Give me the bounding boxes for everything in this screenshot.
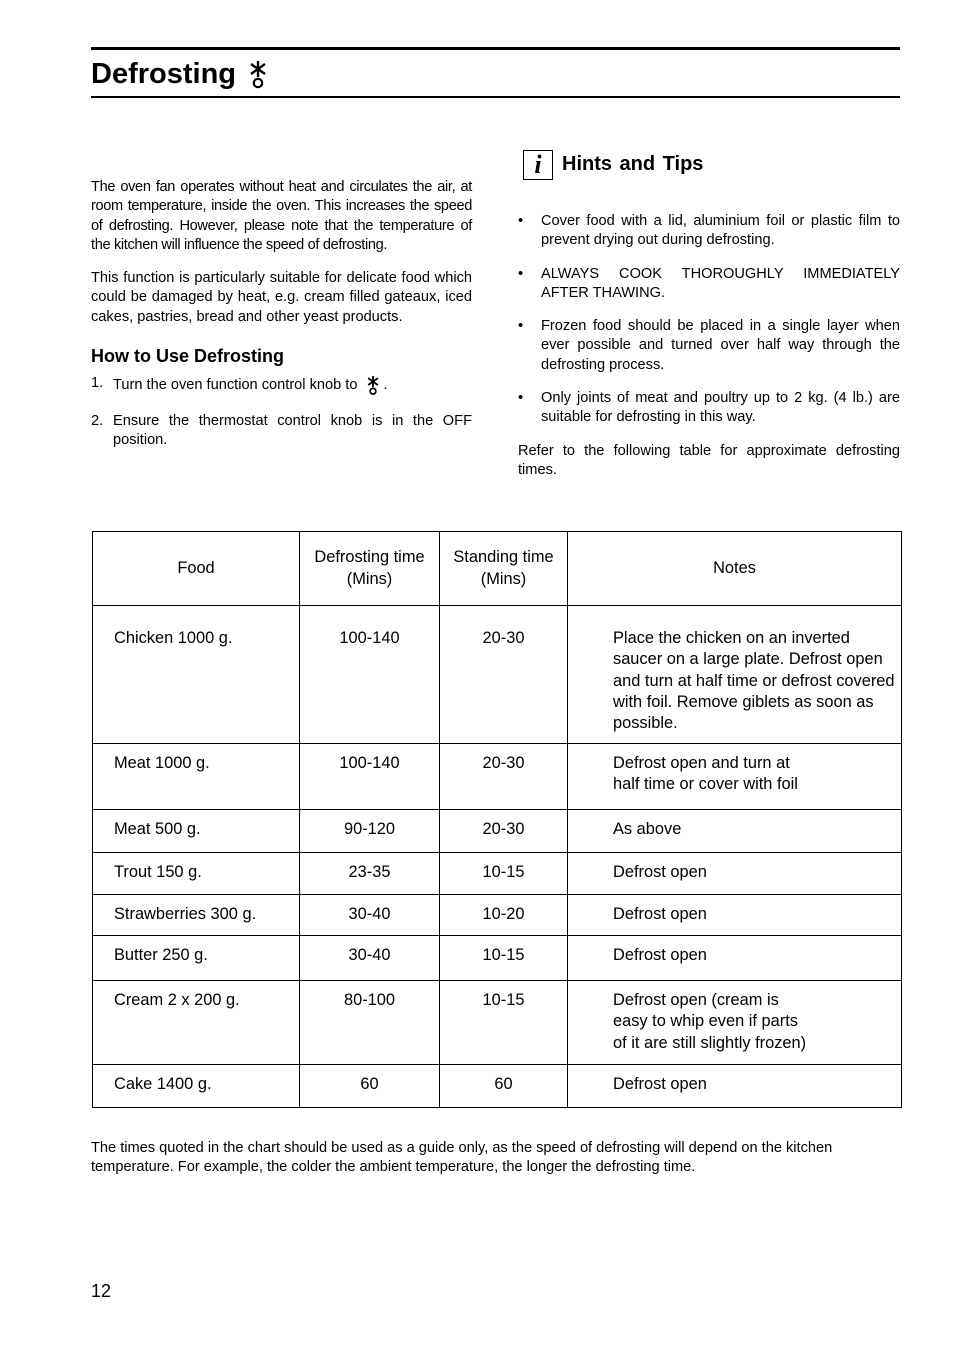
header-rule-top — [91, 47, 900, 50]
hints-header — [523, 148, 900, 182]
cell-defrost-time: 23-35 — [300, 853, 440, 895]
hints-list — [518, 212, 900, 428]
header-food-text: Food — [177, 558, 215, 577]
cell-notes: Defrost open — [568, 895, 902, 936]
cell-notes: Defrost open — [568, 1065, 902, 1108]
how-to-step-1 — [91, 374, 472, 396]
cell-defrost-time: 90-120 — [300, 810, 440, 853]
cell-food: Trout 150 g. — [93, 853, 300, 895]
table-row — [93, 810, 902, 853]
step-text-before: Turn the oven function control knob to — [113, 376, 358, 393]
cell-standing-time: 10-15 — [440, 853, 568, 895]
hint-text: Only joints of meat and poultry up to 2 kg. (4 lb.) are suitable for defrosting in this way. — [541, 390, 900, 426]
intro-column — [91, 178, 472, 467]
info-icon: i — [523, 150, 553, 180]
cell-notes: Defrost open (cream is easy to whip even if parts of it are still slightly frozen) — [568, 981, 902, 1065]
how-to-step-2 — [91, 412, 472, 451]
defrost-fan-icon — [247, 58, 269, 90]
table-row — [93, 853, 902, 895]
cell-standing-time: 20-30 — [440, 606, 568, 744]
cell-notes: Defrost open — [568, 936, 902, 981]
cell-standing-time: 10-20 — [440, 895, 568, 936]
bullet: • — [518, 318, 524, 335]
cell-food: Strawberries 300 g. — [93, 895, 300, 936]
cell-standing-time: 60 — [440, 1065, 568, 1108]
header-food — [93, 532, 300, 606]
table-row — [93, 936, 902, 981]
cell-standing-time: 20-30 — [440, 810, 568, 853]
bullet: • — [518, 390, 524, 407]
table-row — [93, 744, 902, 810]
hint-text: ALWAYS COOK THOROUGHLY IMMEDIATELY AFTER THAWING. — [541, 265, 900, 301]
hint-item — [518, 265, 900, 304]
hint-item — [518, 212, 900, 251]
page-title-text: Defrosting — [91, 58, 236, 90]
how-to-heading: How to Use Defrosting — [91, 346, 285, 367]
defrost-table — [92, 531, 902, 1108]
hints-title: Hints and Tips — [562, 153, 704, 176]
step-text-after: . — [383, 376, 388, 393]
cell-defrost-time: 30-40 — [300, 895, 440, 936]
cell-defrost-time: 30-40 — [300, 936, 440, 981]
step-number: 2. — [91, 413, 104, 430]
header-defrost-text: Defrosting time (Mins) — [314, 548, 425, 588]
page-number: 12 — [91, 1281, 112, 1301]
cell-defrost-time: 80-100 — [300, 981, 440, 1065]
step-number: 1. — [91, 375, 104, 392]
cell-food: Meat 1000 g. — [93, 744, 300, 810]
cell-food: Meat 500 g. — [93, 810, 300, 853]
footnote: The times quoted in the chart should be used as a guide only, as the speed of defrosting will depend on the kitchen temperature. For example, the colder the ambient temperature, the longer the defrosting time. — [91, 1140, 833, 1176]
header-notes-text: Notes — [713, 558, 756, 577]
header-standing-time — [440, 532, 568, 606]
bullet: • — [518, 265, 524, 282]
cell-standing-time: 20-30 — [440, 744, 568, 810]
header-notes — [568, 532, 902, 606]
hint-text: Frozen food should be placed in a single layer when ever possible and turned over half way through the defrosting process. — [541, 318, 900, 373]
intro-paragraph-1: The oven fan operates without heat and circulates the air, at room temperature, inside the oven. This increases the speed of defrosting. However, please note that the temperature of the kitchen will influence the speed of defrosting. — [91, 179, 472, 253]
step-text: Ensure the thermostat control knob is in the OFF position. — [113, 413, 472, 449]
cell-notes: Defrost open — [568, 853, 902, 895]
hint-item — [518, 389, 900, 428]
hints-column — [518, 148, 900, 480]
step-text — [113, 374, 472, 396]
page-title — [91, 56, 269, 92]
cell-defrost-time: 100-140 — [300, 606, 440, 744]
hint-text: Cover food with a lid, aluminium foil or plastic film to prevent drying out during defrosting. — [541, 213, 900, 249]
bullet: • — [518, 213, 524, 229]
cell-food: Butter 250 g. — [93, 936, 300, 981]
how-to-steps — [91, 374, 472, 451]
header-standing-text: Standing time (Mins) — [453, 548, 554, 588]
cell-food: Cake 1400 g. — [93, 1065, 300, 1108]
cell-food: Cream 2 x 200 g. — [93, 981, 300, 1065]
table-row — [93, 606, 902, 744]
header-rule-bottom — [91, 96, 900, 98]
refer-text: Refer to the following table for approximate defrosting times. — [518, 442, 900, 478]
defrost-fan-icon — [365, 374, 381, 396]
cell-defrost-time: 60 — [300, 1065, 440, 1108]
cell-notes: As above — [568, 810, 902, 853]
table-row — [93, 981, 902, 1065]
cell-standing-time: 10-15 — [440, 936, 568, 981]
cell-food: Chicken 1000 g. — [93, 606, 300, 744]
table-header-row — [93, 532, 902, 606]
intro-paragraph-2: This function is particularly suitable for delicate food which could be damaged by heat, e.g. cream filled gateaux, iced cakes, pastries, bread and other yeast products. — [91, 270, 472, 325]
cell-notes: Place the chicken on an inverted saucer on a large plate. Defrost open and turn at half time or defrost covered with foil. Remove giblets as soon as possible. — [568, 606, 902, 744]
cell-defrost-time: 100-140 — [300, 744, 440, 810]
header-defrost-time — [300, 532, 440, 606]
hint-item — [518, 317, 900, 375]
table-row — [93, 895, 902, 936]
cell-standing-time: 10-15 — [440, 981, 568, 1065]
cell-notes: Defrost open and turn at half time or cover with foil — [568, 744, 902, 810]
table-row — [93, 1065, 902, 1108]
